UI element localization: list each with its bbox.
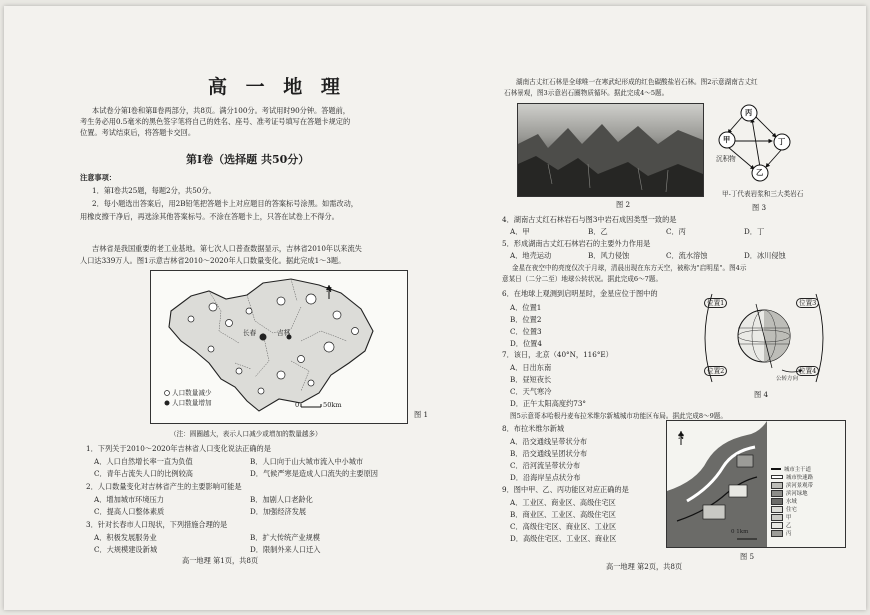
figure-1-caption: 图 1 <box>414 410 429 419</box>
legend-item: 滨河景观带 <box>771 481 843 489</box>
question-8-option-d[interactable]: D．沿海岸呈点状分布 <box>510 473 581 482</box>
exam-sheet <box>4 6 866 610</box>
figure-5-caption: 图 5 <box>740 552 755 561</box>
question-9-stem: 9．图中甲、乙、丙功能区对应正确的是 <box>502 485 629 494</box>
question-2-stem: 2．人口数量变化对吉林省产生的主要影响可能是 <box>86 482 242 491</box>
intro-line: 位置。考试结束后，将答题卡交回。 <box>80 128 196 137</box>
scale-zero: 0 <box>295 401 300 409</box>
figure-1-map <box>150 270 408 424</box>
page-2-footer: 高一地理 第2页，共8页 <box>606 562 683 571</box>
position-1: 位置1 <box>704 298 727 308</box>
figure-3-diagram <box>716 103 798 189</box>
north-arrow-label: N <box>678 433 685 441</box>
question-2-option-a[interactable]: A．增加城市环境压力 <box>94 495 164 504</box>
question-5-stem: 5．形成湖南古丈红石林岩石的主要外力作用是 <box>502 239 651 248</box>
question-1-stem: 1．下列关于2010～2020年吉林省人口变化说法正确的是 <box>86 444 271 453</box>
question-3-option-a[interactable]: A．积极发展服务业 <box>94 533 157 542</box>
city-label-changchun: 长春 <box>243 329 257 337</box>
question-2-option-b[interactable]: B．加剧人口老龄化 <box>250 495 313 504</box>
figure-1-note: （注：圆圈越大，表示人口减少或增加的数量越多） <box>170 430 322 438</box>
position-4: 位置4 <box>796 366 819 376</box>
question-3-stem: 3．针对长春市人口现状，下列措施合理的是 <box>86 520 228 529</box>
legend-item: 住宅 <box>771 505 843 513</box>
notice-line: 2．每小题选出答案后，用2B铅笔把答题卡上对应题目的答案标号涂黑。如需改动， <box>92 199 358 208</box>
passage-top-line: 湖南古丈红石林是全球唯一在寒武纪形成的红色碳酸盐岩石林。图2示意湖南古丈红 <box>516 78 758 86</box>
question-6-option-d[interactable]: D．位置4 <box>510 339 542 348</box>
question-4-option-b[interactable]: B．乙 <box>588 227 608 236</box>
passage-top-line: 石林景观，图3示意岩石圈物质循环。据此完成4～5题。 <box>504 89 669 97</box>
legend-item: 城市主干道 <box>771 465 843 473</box>
legend-item: 城市快速路 <box>771 473 843 481</box>
question-4-option-c[interactable]: C．丙 <box>666 227 686 236</box>
notice-line: 用橡皮擦干净后，再选涂其他答案标号。不涂在答题卡上，只答在试卷上不得分。 <box>80 212 339 221</box>
passage-line: 人口达339万人。图1示意吉林省2010～2020年人口数量变化。据此完成1～3题。 <box>80 256 346 265</box>
question-8-option-b[interactable]: B．沿交通线呈团状分布 <box>510 449 588 458</box>
question-1-option-a[interactable]: A．人口自然增长率一直为负值 <box>94 457 193 466</box>
question-1-option-b[interactable]: B．人口向于山大城市流入中小城市 <box>250 457 364 466</box>
question-4-option-a[interactable]: A．甲 <box>510 227 530 236</box>
node-yi: 乙 <box>756 168 764 177</box>
city-label-jilin: 吉林 <box>277 329 291 337</box>
question-2-option-d[interactable]: D．加强经济发展 <box>250 507 307 516</box>
passage-mid-line: 意某日（二分二至）地球公转状况。据此完成6～7题。 <box>502 275 663 283</box>
passage-line: 吉林省是我国重要的老工业基地。第七次人口普查数据显示，吉林省2010年以来流失 <box>92 244 362 253</box>
section-title: 第Ⅰ卷（选择题 共50分） <box>186 153 310 166</box>
stone-forest-photo <box>518 104 703 196</box>
figure-3-caption: 图 3 <box>752 203 767 212</box>
passage-mid-line: 金星在夜空中的亮度仅次于月球，清晨出现在东方天空，被称为"启明星"。图4示 <box>512 264 747 272</box>
figure-5-map <box>666 420 846 548</box>
question-3-option-c[interactable]: C．大规模建设新城 <box>94 545 158 554</box>
question-5-option-c[interactable]: C．流水溶蚀 <box>666 251 708 260</box>
node-bing: 丙 <box>745 108 753 117</box>
notice-heading: 注意事项： <box>80 173 116 182</box>
question-6-option-c[interactable]: C．位置3 <box>510 327 542 336</box>
orbit-direction-label: 公转方向 <box>776 376 799 382</box>
question-2-option-c[interactable]: C．提高人口整体素质 <box>94 507 165 516</box>
node-ding: 丁 <box>778 137 786 146</box>
question-5-option-d[interactable]: D．冰川侵蚀 <box>744 251 786 260</box>
question-4-option-d[interactable]: D．丁 <box>744 227 765 236</box>
figure-4-diagram <box>698 290 830 386</box>
legend-decrease: 人口数量减少 <box>172 389 212 397</box>
question-7-option-b[interactable]: B．昼短夜长 <box>510 375 552 384</box>
notice-line: 1．第Ⅰ卷共25题，每题2分，共50分。 <box>92 186 216 195</box>
question-3-option-b[interactable]: B．扩大传统产业规模 <box>250 533 320 542</box>
question-6-stem: 6．在地球上观测到启明星时，金星应位于图中的 <box>502 289 658 298</box>
legend-item: 滨河绿地 <box>771 489 843 497</box>
question-8-option-c[interactable]: C．沿河流呈带状分布 <box>510 461 581 470</box>
legend-item: 甲 <box>771 513 843 521</box>
question-1-option-c[interactable]: C．青年占流失人口的比例较高 <box>94 469 193 478</box>
sediment-label: 沉积物 <box>716 155 736 163</box>
legend-item: 乙 <box>771 521 843 529</box>
figure-3-caption-text: 甲-丁代表岩浆和三大类岩石 <box>722 190 804 198</box>
position-3: 位置3 <box>796 298 819 308</box>
question-6-option-a[interactable]: A．位置1 <box>510 303 542 312</box>
question-1-option-d[interactable]: D．气候严寒是造成人口流失的主要原因 <box>250 469 378 478</box>
scale-label: 50km <box>323 401 342 409</box>
passage-q8: 图5示意哥本哈根丹麦布拉米维尔新城城市功能区布局。据此完成8～9题。 <box>510 412 727 420</box>
figure-2-caption: 图 2 <box>616 200 631 209</box>
legend-item: 水域 <box>771 497 843 505</box>
node-jia: 甲 <box>723 135 731 144</box>
question-7-stem: 7．该日，北京（40°N，116°E） <box>502 350 613 359</box>
question-7-option-d[interactable]: D．正午太阳高度约73° <box>510 399 587 408</box>
figure-2-photo <box>517 103 704 197</box>
question-4-stem: 4．湖南古丈红石林岩石与图3中岩石成因类型一致的是 <box>502 215 677 224</box>
question-5-option-b[interactable]: B．风力侵蚀 <box>588 251 630 260</box>
question-9-option-c[interactable]: C．高级住宅区、商业区、工业区 <box>510 522 617 531</box>
scale-label: 0 1km <box>731 529 749 535</box>
legend-increase: 人口数量增加 <box>172 399 212 407</box>
intro-line: 考生务必用0.5毫米的黑色签字笔将自己的姓名、座号、准考证号填写在答题卡规定的 <box>80 117 351 126</box>
page-1-footer: 高一地理 第1页，共8页 <box>182 556 259 565</box>
intro-line: 本试卷分第Ⅰ卷和第Ⅱ卷两部分，共8页。满分100分。考试用时90分钟。答题前， <box>92 106 350 115</box>
question-9-option-b[interactable]: B．商业区、工业区、高级住宅区 <box>510 510 616 519</box>
north-arrow-label: N <box>326 286 333 294</box>
page-title: 高 一 地 理 <box>208 76 346 98</box>
question-3-option-d[interactable]: D．限制外来人口迁入 <box>250 545 321 554</box>
question-7-option-a[interactable]: A．日出东南 <box>510 363 552 372</box>
question-5-option-a[interactable]: A．地壳运动 <box>510 251 552 260</box>
question-9-option-d[interactable]: D．高级住宅区、工业区、商业区 <box>510 534 617 543</box>
question-8-stem: 8．布拉米维尔新城 <box>502 424 565 433</box>
question-9-option-a[interactable]: A．工业区、商业区、高级住宅区 <box>510 498 616 507</box>
figure-5-legend <box>771 465 843 537</box>
position-2: 位置2 <box>704 366 727 376</box>
question-6-option-b[interactable]: B．位置2 <box>510 315 542 324</box>
question-7-option-c[interactable]: C．天气寒冷 <box>510 387 552 396</box>
legend-item: 丙 <box>771 529 843 537</box>
figure-4-caption: 图 4 <box>754 390 769 399</box>
question-8-option-a[interactable]: A．沿交通线呈带状分布 <box>510 437 588 446</box>
